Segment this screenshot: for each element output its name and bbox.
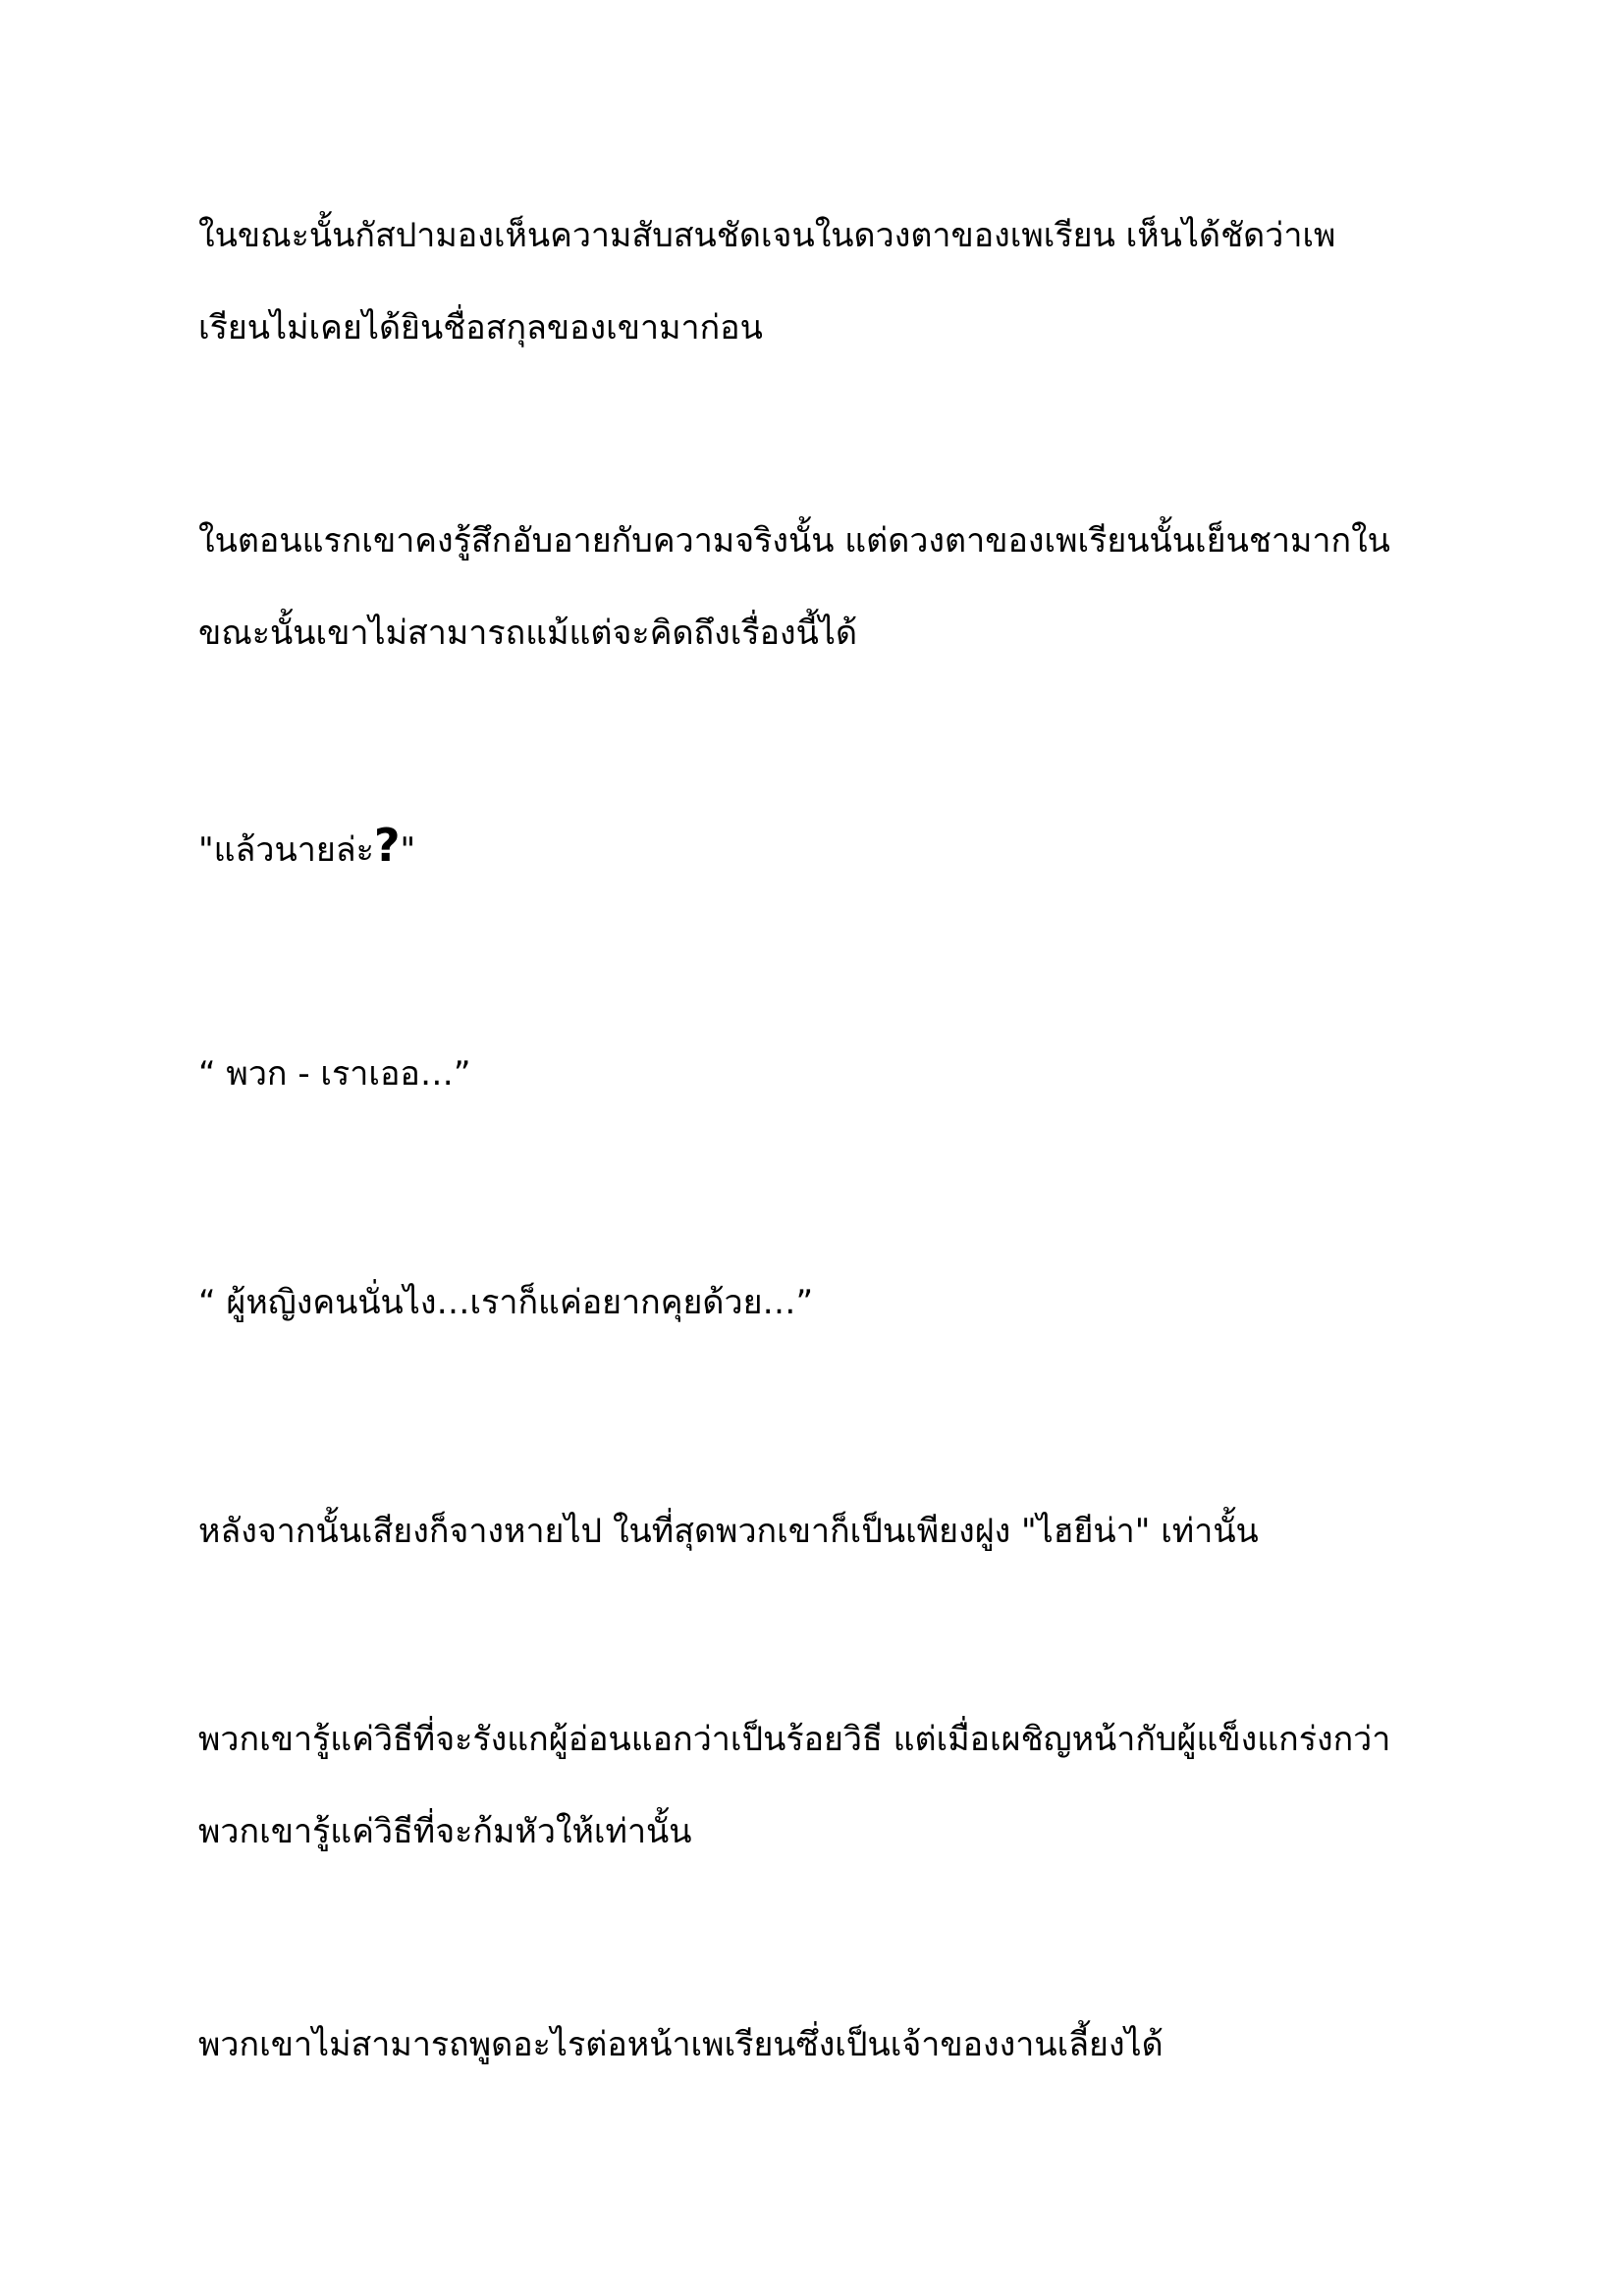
paragraph-line: ในขณะนั้นกัสปามองเห็นความสับสนชัดเจนในดวงตาของเพเรียน เห็นได้ชัดว่าเพ bbox=[198, 216, 1336, 255]
paragraph-4-dialogue bbox=[198, 1028, 470, 1120]
paragraph-6 bbox=[198, 1485, 1259, 1577]
closing-quote: " bbox=[400, 830, 416, 870]
dialogue-text: "แล้วนายล่ะ bbox=[198, 830, 374, 870]
paragraph-1 bbox=[198, 189, 1335, 374]
paragraph-line: ในตอนแรกเขาคงรู้สึกอับอายกับความจริงนั้น แต่ดวงตาของเพเรียนนั้นเย็นชามากใน bbox=[198, 521, 1390, 561]
paragraph-line: ขณะนั้นเขาไม่สามารถแม้แต่จะคิดถึงเรื่องนี้ได้ bbox=[198, 614, 858, 653]
paragraph-7 bbox=[198, 1693, 1390, 1878]
paragraph-line: “ ผู้หญิงคนนั่นไง…เราก็แค่อยากคุยด้วย…” bbox=[198, 1283, 814, 1322]
dialogue-line bbox=[198, 799, 415, 896]
paragraph-3-dialogue bbox=[198, 799, 415, 896]
paragraph-5-dialogue bbox=[198, 1256, 813, 1349]
paragraph-2 bbox=[198, 495, 1390, 679]
paragraph-line: “ พวก - เราเออ…” bbox=[198, 1054, 471, 1094]
paragraph-line: หลังจากนั้นเสียงก็จางหายไป ในที่สุดพวกเขาก็เป็นเพียงฝูง "ไฮยีน่า" เท่านั้น bbox=[198, 1512, 1259, 1551]
paragraph-line: เรียนไม่เคยได้ยินชื่อสกุลของเขามาก่อน bbox=[198, 308, 763, 347]
paragraph-line: พวกเขาไม่สามารถพูดอะไรต่อหน้าเพเรียนซึ่งเป็นเจ้าของงานเลี้ยงได้ bbox=[198, 2025, 1164, 2064]
paragraph-8 bbox=[198, 1999, 1164, 2091]
paragraph-line: พวกเขารู้แค่วิธีที่จะรังแกผู้อ่อนแอกว่าเป็นร้อยวิธี แต่เมื่อเผชิญหน้ากับผู้แข็งแกร่งกว่า bbox=[198, 1720, 1391, 1759]
question-mark: ? bbox=[373, 819, 401, 872]
paragraph-line: พวกเขารู้แค่วิธีที่จะก้มหัวให้เท่านั้น bbox=[198, 1812, 692, 1851]
